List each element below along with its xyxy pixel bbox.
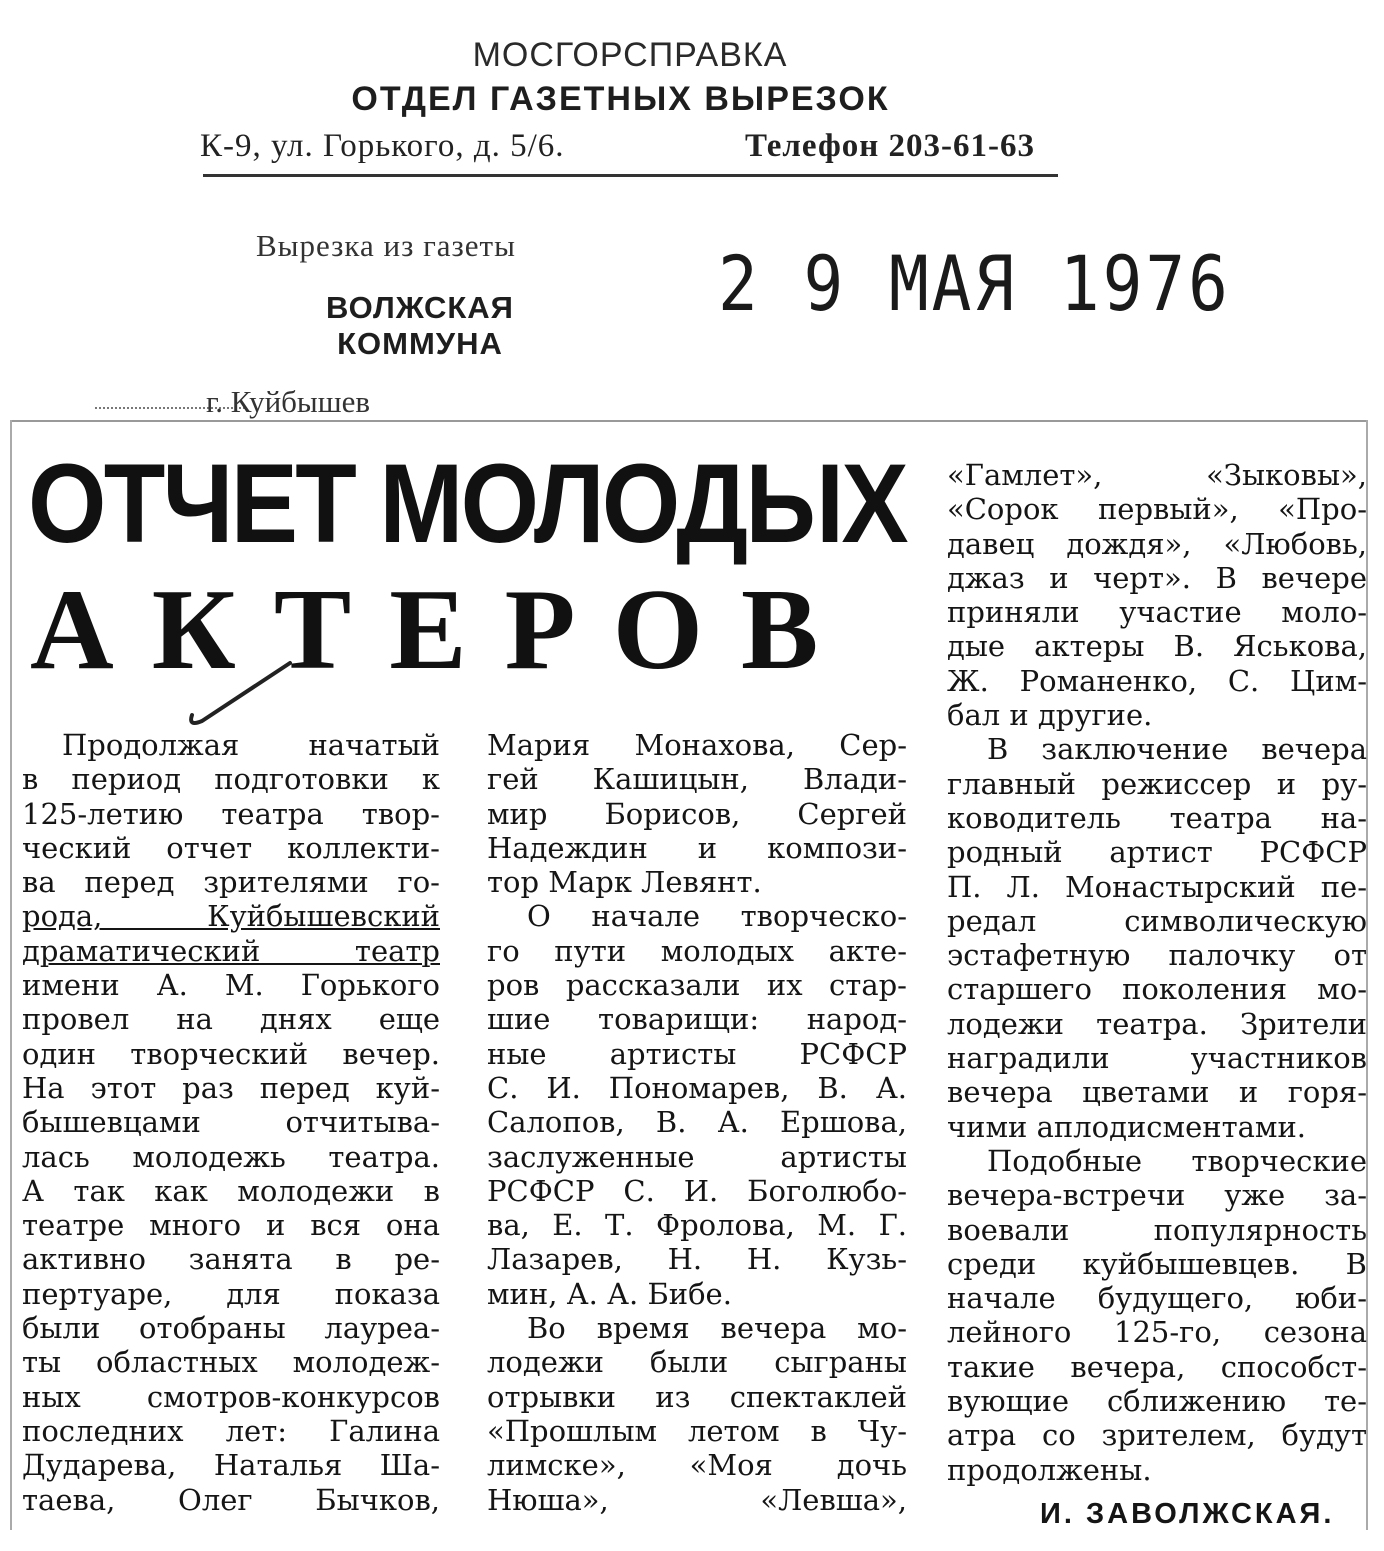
article-line: О начале творческо- bbox=[527, 899, 907, 934]
article-line: рода, Куйбышевский bbox=[22, 899, 440, 934]
article-line: гей Кашицын, Влади- bbox=[487, 762, 907, 797]
article-column-3 bbox=[947, 458, 1367, 1487]
article-line: В заключение вечера bbox=[987, 732, 1367, 767]
article-line: отрывки из спектаклей bbox=[487, 1379, 907, 1414]
newspaper-city: г. Куйбышев bbox=[206, 384, 371, 419]
article-line: Во время вечера мо- bbox=[527, 1311, 907, 1346]
article-line: последних лет: Галина bbox=[22, 1413, 440, 1448]
article-line: «Гамлет», «Зыковы», bbox=[947, 458, 1367, 492]
article-line: воевали популярность bbox=[947, 1212, 1367, 1247]
article-line: провел на днях еще bbox=[22, 1002, 440, 1037]
newspaper-name-line1: ВОЛЖСКАЯ bbox=[326, 290, 514, 325]
article-line: ческий отчет коллекти- bbox=[22, 830, 440, 865]
article-line: лась молодежь театра. bbox=[22, 1139, 440, 1174]
department-name: ОТДЕЛ ГАЗЕТНЫХ ВЫРЕЗОК bbox=[351, 80, 890, 118]
article-line: старшего поколения мо- bbox=[947, 972, 1367, 1007]
article-line: «Прошлым летом в Чу- bbox=[487, 1413, 907, 1448]
article-line: имени А. М. Горького bbox=[22, 968, 440, 1003]
article-line: бал и другие. bbox=[947, 698, 1153, 733]
article-line: Надеждин и компози- bbox=[487, 830, 907, 865]
checkmark-icon bbox=[180, 655, 300, 735]
article-line: ва перед зрителями го- bbox=[22, 865, 440, 900]
clipping-edge-top bbox=[10, 420, 1366, 422]
article-line: ных смотров-конкурсов bbox=[22, 1379, 440, 1414]
article-line: главный режиссер и ру- bbox=[947, 766, 1367, 801]
article-line: приняли участие моло- bbox=[947, 595, 1367, 630]
article-line: лодежи театра. Зрители bbox=[947, 1006, 1367, 1041]
article-line: джаз и черт». В вечере bbox=[947, 560, 1367, 595]
article-column-2 bbox=[487, 728, 907, 1517]
article-line: На этот раз перед куй- bbox=[22, 1070, 440, 1105]
headline-line-1: ОТЧЕТ МОЛОДЫХ bbox=[28, 441, 906, 566]
clipping-label: Вырезка из газеты bbox=[256, 228, 516, 263]
article-line: продолжены. bbox=[947, 1452, 1152, 1487]
article-line: ты областных молодеж- bbox=[22, 1345, 440, 1380]
article-line: среди куйбышевцев. В bbox=[947, 1246, 1367, 1281]
article-line: С. И. Пономарев, В. А. bbox=[487, 1070, 907, 1105]
article-line: лодежи были сыграны bbox=[487, 1345, 907, 1380]
article-line: вечера цветами и горя- bbox=[947, 1075, 1367, 1110]
article-line: ные артисты РСФСР bbox=[487, 1036, 907, 1071]
article-line: один творческий вечер. bbox=[22, 1036, 440, 1071]
article-line: драматический театр bbox=[22, 933, 440, 968]
agency-name: МОСГОРСПРАВКА bbox=[472, 36, 788, 74]
article-line: шие товарищи: народ- bbox=[487, 1002, 907, 1037]
article-line: ва, Е. Т. Фролова, М. Г. bbox=[487, 1208, 907, 1243]
agency-phone: Телефон 203-61-63 bbox=[745, 128, 1036, 164]
agency-address: К-9, ул. Горького, д. 5/6. bbox=[200, 128, 565, 164]
article-line: Подобные творческие bbox=[987, 1143, 1367, 1178]
article-line: пертуаре, для показа bbox=[22, 1276, 440, 1311]
article-line: родный артист РСФСР bbox=[947, 835, 1367, 870]
article-line: П. Л. Монастырский пе- bbox=[947, 869, 1367, 904]
article-line: были отобраны лауреа- bbox=[22, 1311, 440, 1346]
article-line: Дударева, Наталья Ша- bbox=[22, 1448, 440, 1483]
header-divider bbox=[203, 174, 1058, 177]
article-line: чими аплодисментами. bbox=[947, 1109, 1307, 1144]
article-line: вующие сближению те- bbox=[947, 1384, 1367, 1419]
date-stamp: 2 9 МАЯ 1976 bbox=[718, 240, 1231, 329]
article-line: Мария Монахова, Сер- bbox=[487, 728, 907, 762]
article-line: «Сорок первый», «Про- bbox=[947, 492, 1367, 527]
article-line: в период подготовки к bbox=[22, 762, 440, 797]
article-line: театре много и вся она bbox=[22, 1208, 440, 1243]
article-line: такие вечера, способст- bbox=[947, 1349, 1367, 1384]
article-line: Нюша», «Левша», bbox=[487, 1482, 907, 1517]
headline-line-2: АКТЕРОВ bbox=[30, 566, 857, 694]
author-signature: И. ЗАВОЛЖСКАЯ. bbox=[1040, 1498, 1335, 1530]
article-line: РСФСР С. И. Боголюбо- bbox=[487, 1173, 907, 1208]
article-line: А так как молодежи в bbox=[22, 1173, 440, 1208]
article-line: лейного 125-го, сезона bbox=[947, 1315, 1367, 1350]
newspaper-name-line2: КОММУНА bbox=[337, 326, 503, 361]
article-line: мир Борисов, Сергей bbox=[487, 796, 907, 831]
article-line: наградили участников bbox=[947, 1041, 1367, 1076]
newspaper-name bbox=[300, 290, 540, 362]
article-line: лимске», «Моя дочь bbox=[487, 1448, 907, 1483]
article-line: Лазарев, Н. Н. Кузь- bbox=[487, 1242, 907, 1277]
article-line: го пути молодых акте- bbox=[487, 933, 907, 968]
article-line: мин, А. А. Бибе. bbox=[487, 1276, 732, 1311]
article-column-1 bbox=[22, 728, 440, 1517]
article-line: давец дождя», «Любовь, bbox=[947, 526, 1367, 561]
article-line: тор Марк Левянт. bbox=[487, 865, 762, 900]
article-line: 125-летию театра твор- bbox=[22, 796, 440, 831]
article-line: эстафетную палочку от bbox=[947, 938, 1367, 973]
article-line: дые актеры В. Яськова, bbox=[947, 629, 1367, 664]
article-line: бышевцами отчитыва- bbox=[22, 1105, 440, 1140]
article-line: ров рассказали их стар- bbox=[487, 968, 907, 1003]
clipping-edge-left bbox=[10, 420, 12, 1530]
article-line: вечера-встречи уже за- bbox=[947, 1178, 1367, 1213]
article-line: редал символическую bbox=[947, 903, 1367, 938]
article-line: Продолжая начатый bbox=[62, 728, 440, 762]
article-line: таева, Олег Бычков, bbox=[22, 1482, 440, 1517]
article-line: Ж. Романенко, С. Цим- bbox=[947, 663, 1367, 698]
article-line: атра со зрителем, будут bbox=[947, 1418, 1367, 1453]
article-line: активно занята в ре- bbox=[22, 1242, 440, 1277]
article-line: Салопов, В. А. Ершова, bbox=[487, 1105, 907, 1140]
article-line: ководитель театра на- bbox=[947, 800, 1367, 835]
article-line: заслуженные артисты bbox=[487, 1139, 907, 1174]
article-line: начале будущего, юби- bbox=[947, 1281, 1367, 1316]
